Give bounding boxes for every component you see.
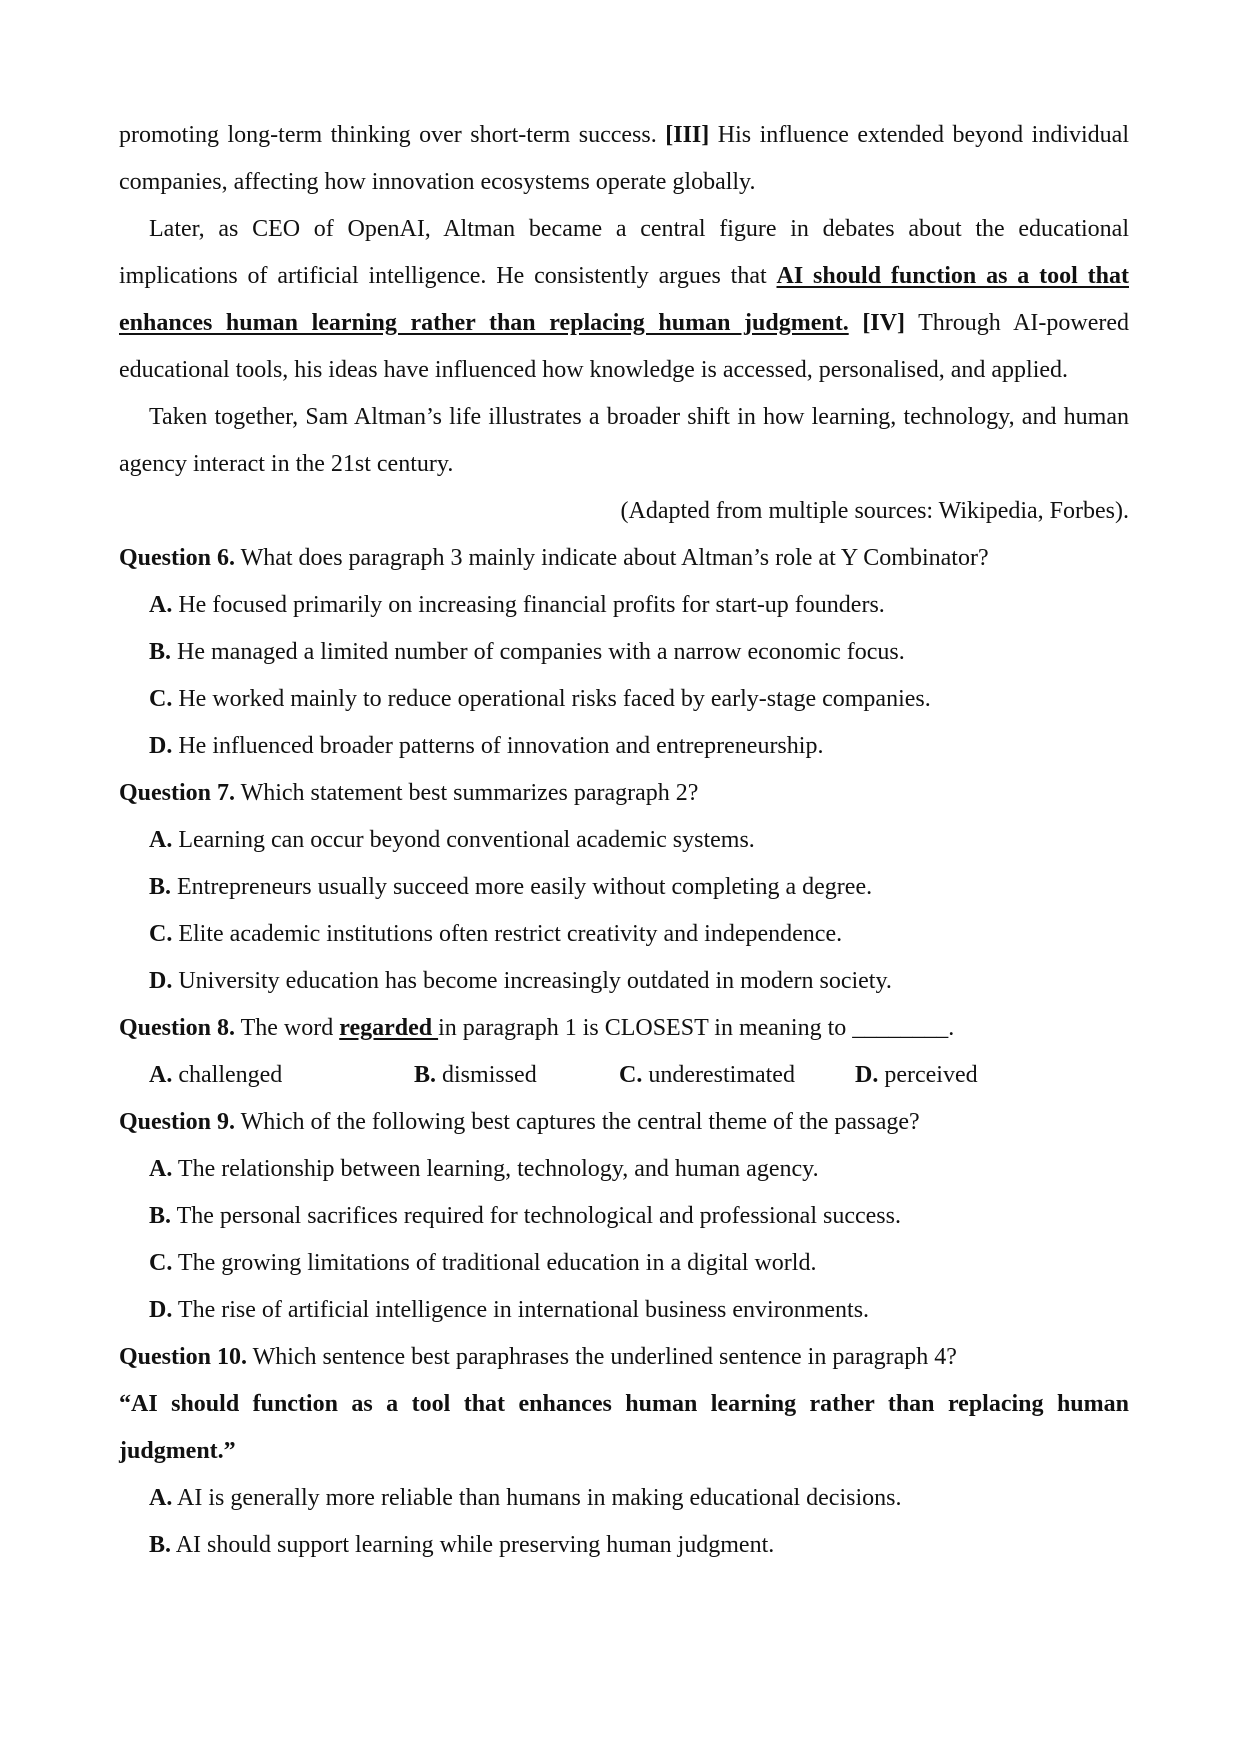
underlined-sentence: AI should function as a tool that enhances human learning rather than replacing human judgment. xyxy=(119,263,1129,336)
option-letter: C. xyxy=(149,686,173,712)
question-label: Question 8. xyxy=(119,1015,236,1041)
option-9a[interactable] xyxy=(119,1146,1129,1193)
option-text: AI should support learning while preserving human judgment. xyxy=(171,1532,775,1558)
option-text: AI is generally more reliable than humans in making educational decisions. xyxy=(172,1485,902,1511)
option-text: underestimated xyxy=(642,1062,795,1088)
option-text: University education has become increasingly outdated in modern society. xyxy=(172,968,892,994)
option-letter: A. xyxy=(149,1062,173,1088)
option-6c[interactable] xyxy=(119,676,1129,723)
question-stem: in paragraph 1 is CLOSEST in meaning to ________. xyxy=(438,1015,955,1041)
option-text: Learning can occur beyond conventional academic systems. xyxy=(172,827,755,853)
question-label: Question 6. xyxy=(119,545,236,571)
option-9d[interactable] xyxy=(119,1287,1129,1334)
option-letter: B. xyxy=(149,1532,172,1558)
option-letter: D. xyxy=(149,1297,173,1323)
option-letter: A. xyxy=(149,1485,173,1511)
option-8d[interactable] xyxy=(855,1052,978,1099)
option-text: He worked mainly to reduce operational risks faced by early-stage companies. xyxy=(172,686,931,712)
option-text: challenged xyxy=(172,1062,283,1088)
question-8-options xyxy=(119,1052,1129,1099)
passage-paragraph-4 xyxy=(119,206,1129,394)
option-9c[interactable] xyxy=(119,1240,1129,1287)
option-text: He managed a limited number of companies with a narrow economic focus. xyxy=(171,639,905,665)
option-text: perceived xyxy=(878,1062,978,1088)
option-10a[interactable] xyxy=(119,1475,1129,1522)
option-text: He influenced broader patterns of innovation and entrepreneurship. xyxy=(172,733,824,759)
option-text: Entrepreneurs usually succeed more easily without completing a degree. xyxy=(171,874,873,900)
question-stem: The word xyxy=(235,1015,340,1041)
option-letter: D. xyxy=(149,968,173,994)
question-8 xyxy=(119,1005,1129,1052)
option-8c[interactable] xyxy=(619,1052,855,1099)
option-letter: A. xyxy=(149,592,173,618)
option-text: He focused primarily on increasing financial profits for start-up founders. xyxy=(172,592,885,618)
option-text: The relationship between learning, technology, and human agency. xyxy=(172,1156,819,1182)
question-label: Question 7. xyxy=(119,780,236,806)
question-7 xyxy=(119,770,1129,817)
question-stem: What does paragraph 3 mainly indicate about Altman’s role at Y Combinator? xyxy=(235,545,989,571)
passage-paragraph-5: Taken together, Sam Altman’s life illustrates a broader shift in how learning, technology, and human agency interact in the 21st century. xyxy=(119,404,1129,477)
option-7a[interactable] xyxy=(119,817,1129,864)
option-text: The personal sacrifices required for technological and professional success. xyxy=(171,1203,901,1229)
option-8b[interactable] xyxy=(414,1052,619,1099)
question-stem: Which of the following best captures the central theme of the passage? xyxy=(235,1109,920,1135)
document-content xyxy=(119,112,1129,1569)
option-8a[interactable] xyxy=(149,1052,414,1099)
passage-text: Through AI-powered educational tools, his ideas have influenced how knowledge is accessed, personalised, and applied. xyxy=(119,310,1130,383)
option-letter: B. xyxy=(149,874,172,900)
passage-text: Later, as CEO of OpenAI, Altman became a central figure in debates about the educational implications of artificial intelligence. He consistently argues that xyxy=(119,216,1129,289)
question-label: Question 9. xyxy=(119,1109,236,1135)
option-10b[interactable] xyxy=(119,1522,1129,1569)
question-label: Question 10. xyxy=(119,1344,248,1370)
option-letter: B. xyxy=(149,639,172,665)
option-letter: C. xyxy=(149,921,173,947)
insertion-marker-iii: [III] xyxy=(665,122,710,148)
passage-paragraph-3-end xyxy=(119,112,1129,206)
option-6b[interactable] xyxy=(119,629,1129,676)
option-letter: D. xyxy=(855,1062,879,1088)
question-9 xyxy=(119,1099,1129,1146)
option-7b[interactable] xyxy=(119,864,1129,911)
option-9b[interactable] xyxy=(119,1193,1129,1240)
quoted-sentence: “AI should function as a tool that enhances human learning rather than replacing human judgment.” xyxy=(119,1391,1129,1464)
option-6a[interactable] xyxy=(119,582,1129,629)
option-text: The growing limitations of traditional education in a digital world. xyxy=(172,1250,817,1276)
passage-source: (Adapted from multiple sources: Wikipedia, Forbes). xyxy=(620,498,1129,524)
option-letter: B. xyxy=(414,1062,437,1088)
question-6 xyxy=(119,535,1129,582)
option-text: dismissed xyxy=(436,1062,537,1088)
option-letter: D. xyxy=(149,733,173,759)
option-7d[interactable] xyxy=(119,958,1129,1005)
question-stem: Which sentence best paraphrases the underlined sentence in paragraph 4? xyxy=(247,1344,957,1370)
passage-text: promoting long-term thinking over short-term success. xyxy=(119,122,666,148)
option-letter: C. xyxy=(149,1250,173,1276)
target-word: regarded xyxy=(339,1015,439,1041)
option-7c[interactable] xyxy=(119,911,1129,958)
question-stem: Which statement best summarizes paragraph 2? xyxy=(235,780,699,806)
option-letter: A. xyxy=(149,827,173,853)
option-6d[interactable] xyxy=(119,723,1129,770)
insertion-marker-iv: [IV] xyxy=(862,310,905,336)
option-letter: B. xyxy=(149,1203,172,1229)
passage-text: His influence extended beyond individual companies, affecting how innovation ecosystems operate globally. xyxy=(119,122,1129,195)
option-text: The rise of artificial intelligence in international business environments. xyxy=(172,1297,870,1323)
option-text: Elite academic institutions often restrict creativity and independence. xyxy=(172,921,843,947)
option-letter: C. xyxy=(619,1062,643,1088)
option-letter: A. xyxy=(149,1156,173,1182)
question-10 xyxy=(119,1334,1129,1381)
